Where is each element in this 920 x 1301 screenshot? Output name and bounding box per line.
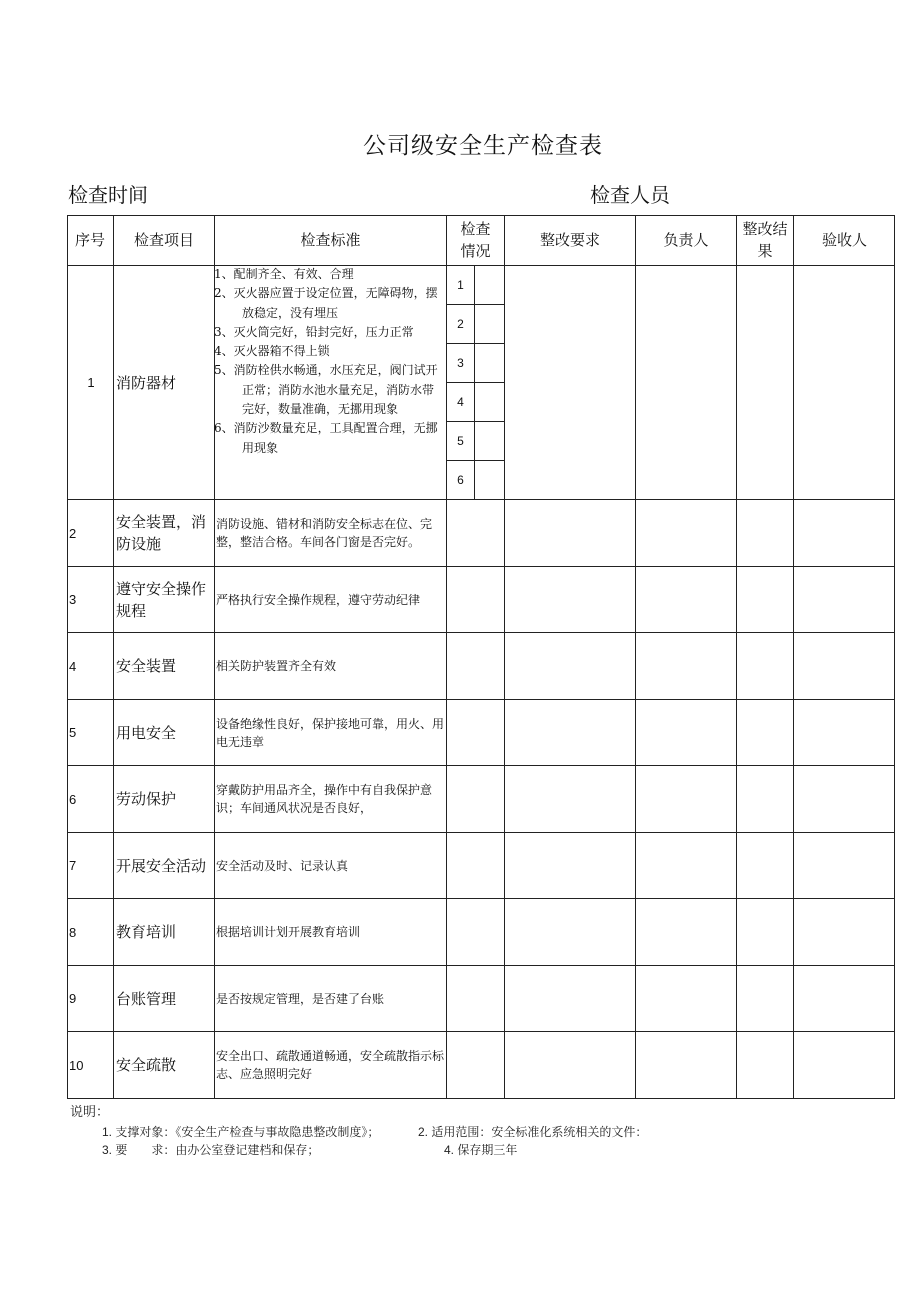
row-3-item: 遵守安全操作规程: [116, 579, 207, 620]
row-8-standard: 根据培训计划开展教育培训: [216, 925, 361, 939]
row-1-standard-2: 2、灭火器应置于设定位置，无障碍物，摆放稳定，没有埋压: [214, 286, 438, 320]
note-2: 2. 适用范围：安全标准化系统相关的文件：: [418, 1125, 648, 1139]
row-6-seq: 6: [69, 791, 77, 807]
row-7-seq: 7: [69, 858, 77, 873]
row-9-seq: 9: [69, 991, 77, 1006]
header-acceptor: 验收人: [821, 231, 867, 249]
row-2-seq: 2: [69, 525, 77, 541]
header-rectify-result: 整改结果: [742, 220, 788, 260]
row-4-seq: 4: [69, 658, 77, 674]
row-1-standard-6: 6、消防沙数量充足，工具配置合理，无挪用现象: [214, 421, 438, 455]
row-5-item: 用电安全: [116, 723, 177, 742]
notes-heading: 说明：: [70, 1104, 110, 1119]
row-6-item: 劳动保护: [116, 790, 177, 808]
inspect-time-label: 检查时间: [68, 183, 148, 207]
row-5-seq: 5: [69, 725, 77, 740]
header-seq: 序号: [74, 231, 105, 249]
row-1-standard-3: 3、灭火筒完好，铅封完好，压力正常: [214, 324, 414, 339]
row-1-standard-4: 4、灭火器箱不得上锁: [214, 344, 330, 359]
row-4-standard: 相关防护装置齐全有效: [216, 659, 337, 673]
row-9-standard: 是否按规定管理，是否建了台账: [216, 991, 385, 1006]
row-4-item: 安全装置: [116, 657, 177, 675]
header-owner: 负责人: [663, 231, 709, 249]
note-4: 4. 保存期三年: [444, 1143, 518, 1157]
note-1: 1. 支撑对象：《安全生产检查与事故隐患整改制度》；: [102, 1125, 380, 1139]
header-rectify-requirement: 整改要求: [539, 231, 600, 249]
row-1-standard-1: 1、配制齐全、有效、合理: [214, 267, 354, 281]
row-1-item: 消防器材: [116, 373, 177, 392]
row-7-standard: 安全活动及时、记录认真: [216, 858, 349, 873]
row-9-item: 台账管理: [116, 989, 177, 1008]
row-1-sub-1: 1: [457, 278, 464, 292]
inspection-table: [67, 215, 895, 1099]
row-1-seq: 1: [87, 375, 95, 390]
header-standard: 检查标准: [300, 231, 361, 249]
page-title: 公司级安全生产检查表: [363, 133, 603, 159]
inspector-label: 检查人员: [590, 183, 670, 207]
row-1-sub-4: 4: [457, 395, 464, 409]
row-1-standard-list: [214, 265, 445, 458]
note-3: 3. 要 求：由办公室登记建档和保存；: [102, 1143, 320, 1157]
row-7-item: 开展安全活动: [116, 856, 207, 875]
row-2-standard: 消防设施、错材和消防安全标志在位、完整，整洁合格。车间各门窗是否完好。: [216, 517, 433, 549]
row-1-sub-2: 2: [457, 317, 464, 331]
row-3-standard: 严格执行安全操作规程，遵守劳动纪律: [216, 592, 421, 607]
header-status: 检查情况: [460, 220, 491, 260]
row-1-sub-6: 6: [457, 473, 464, 487]
row-1-standard-5: 5、消防栓供水畅通，水压充足，阀门试开正常；消防水池水量充足，消防水带完好，数量准确，无挪用现象: [214, 363, 438, 417]
row-8-item: 教育培训: [116, 923, 177, 941]
row-5-standard: 设备绝缘性良好，保护接地可靠，用火、用电无违章: [216, 716, 445, 749]
row-8-seq: 8: [69, 924, 77, 940]
row-10-seq: 10: [69, 1057, 84, 1073]
row-3-seq: 3: [69, 592, 77, 607]
row-2-item: 安全装置，消防设施: [116, 513, 207, 553]
row-10-standard: 安全出口、疏散通道畅通，安全疏散指示标志、应急照明完好: [216, 1049, 445, 1081]
row-1-sub-5: 5: [457, 434, 464, 448]
header-item: 检查项目: [133, 231, 194, 249]
row-10-item: 安全疏散: [116, 1056, 177, 1074]
row-6-standard: 穿戴防护用品齐全，操作中有自我保护意识；车间通风状况是否良好，: [216, 783, 433, 815]
row-1-sub-3: 3: [457, 356, 464, 370]
